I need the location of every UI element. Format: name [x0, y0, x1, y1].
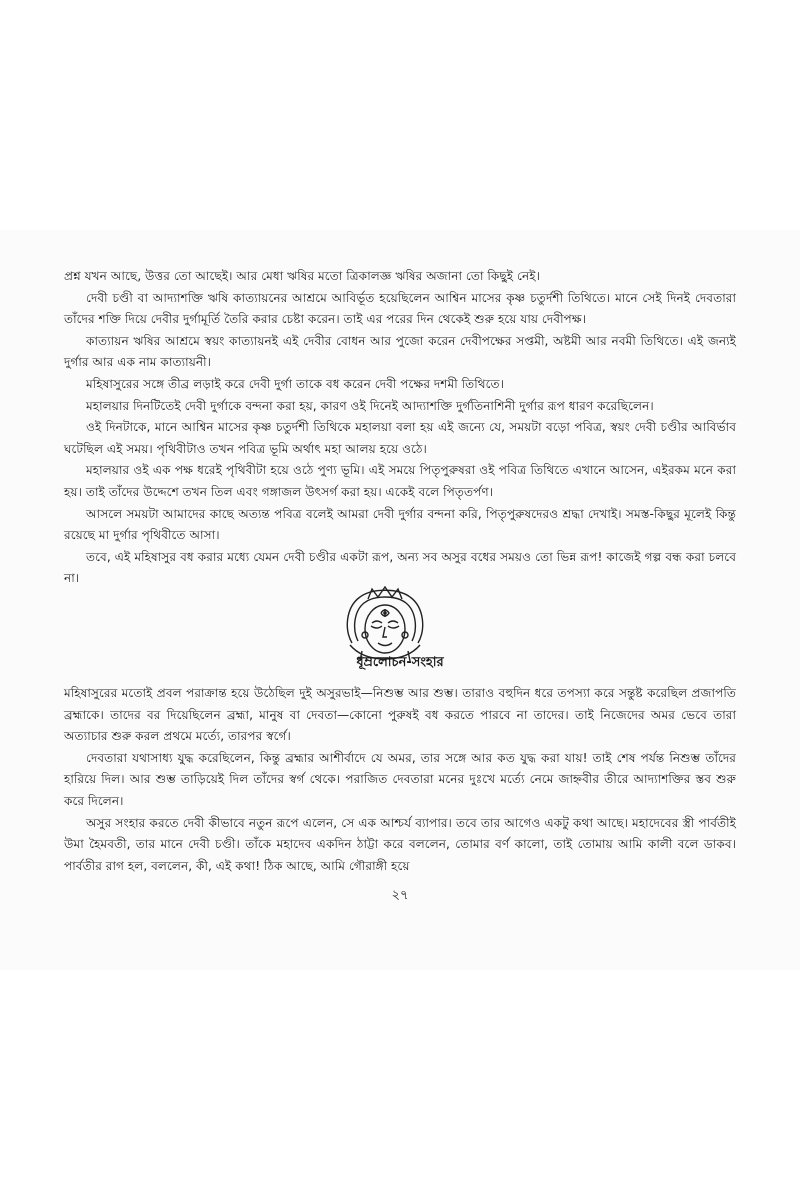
- paragraph: মহিষাসুরের সঙ্গে তীব্র লড়াই করে দেবী দুর্গা তাকে বধ করেন দেবী পক্ষের দশমী তিথিতে।: [86, 376, 505, 391]
- paragraph: ওই দিনটাকে, মানে আশ্বিন মাসের কৃষ্ণ চতুর্দশী তিথিকে মহালয়া বলা হয় এই জন্যে যে, সময়টা বড়ো পবিত্র, স্বয়ং দেবী চণ্ডীর আবির্ভাব ঘটেছিল এই সময়। পৃথিবীটাও তখন পবিত্র ভূমি অর্থাৎ মহা আলয় হয়ে ওঠে।: [64, 420, 736, 456]
- paragraph: প্রশ্ন যখন আছে, উত্তর তো আছেই। আর মেধা ঋষির মতো ত্রিকালজ্ঞ ঋষির অজানা তো কিছুই নেই।: [64, 269, 540, 283]
- paragraph: আসলে সময়টা আমাদের কাছে অত্যন্ত পবিত্র বলেই আমরা দেবী দুর্গার বন্দনা করি, পিতৃপুরুষদেরও শ্রদ্ধা দেখাই। সমস্ত-কিছুর মূলেই কিন্তু রয়েছে মা দুর্গার পৃথিবীতে আসা।: [64, 506, 736, 543]
- paragraph: মহিষাসুরের মতোই প্রবল পরাক্রান্ত হয়ে উঠেছিল দুই অসুরভাই—নিশুম্ভ আর শুম্ভ। তারাও বহুদিন ধরে তপস্যা করে সন্তুষ্ট করেছিল প্রজাপতি ব্রহ্মাকে। তাদের বর দিয়েছিলেন ব্রহ্মা, মানুষ বা দেবতা—কোনো পুরুষই বধ করতে পারবে না তাদের। তাই নিজেদের অমর ভেবে তারা অত্যাচার শুরু করল প্রথমে মর্ত্যে, তারপর স্বর্গে।: [64, 686, 736, 744]
- paragraph: কাত্যায়ন ঋষির আশ্রমে স্বয়ং কাত্যায়নই এই দেবীর বোধন আর পুজো করেন দেবীপক্ষের সপ্তমী, অষ্টমী আর নবমী তিথিতে। এই জন্যই দুর্গার আর এক নাম কাত্যায়নী।: [64, 333, 736, 370]
- goddess-face-icon: [340, 585, 430, 663]
- paragraph: মহালয়ার ওই এক পক্ষ ধরেই পৃথিবীটা হয়ে ওঠে পুণ্য ভূমি। এই সময়ে পিতৃপুরুষরা ওই পবিত্র তিথিতে এখানে আসেন, এইরকম মনে করা হয়। তাই তাঁদের উদ্দেশে তখন তিল এবং গঙ্গাজল উৎসর্গ করা হয়। একেই বলে পিতৃতর্পণ।: [64, 463, 736, 499]
- paragraph: তবে, এই মহিষাসুর বধ করার মধ্যে যেমন দেবী চণ্ডীর একটা রূপ, অন্য সব অসুর বধের সময়ও তো ভিন্ন রূপ! কাজেই গল্প বন্ধ করা চলবে না।: [64, 549, 736, 586]
- paragraph: দেবতারা যথাসাধ্য যুদ্ধ করেছিলেন, কিন্তু ব্রহ্মার আশীর্বাদে যে অমর, তার সঙ্গে আর কত যুদ্ধ করা যায়! তাই শেষ পর্যন্ত নিশুম্ভ তাঁদের হারিয়ে দিল। আর শুম্ভ তাড়িয়েই দিল তাঁদের স্বর্গ থেকে। পরাজিত দেবতারা মনের দুঃখে মর্ত্যে নেমে জাহ্নবীর তীরে আদ্যাশক্তির স্তব শুরু করে দিলেন।: [64, 750, 736, 808]
- text-block-bottom: [64, 683, 736, 877]
- page-number: ২৭: [391, 888, 409, 903]
- paragraph: দেবী চণ্ডী বা আদ্যাশক্তি ঋষি কাত্যায়নের আশ্রমে আবির্ভূত হয়েছিলেন আশ্বিন মাসের কৃষ্ণ চতুর্দশী তিথিতে। মানে সেই দিনই দেবতারা তাঁদের শক্তি দিয়ে দেবীর দুর্গামূর্তি তৈরি করার চেষ্টা করেন। তাই এর পরের দিন থেকেই শুরু হয়ে যায় দেবীপক্ষ।: [64, 290, 736, 327]
- paragraph: মহালয়ার দিনটিতেই দেবী দুর্গাকে বন্দনা করা হয়, কারণ ওই দিনেই আদ্যাশক্তি দুর্গতিনাশিনী দুর্গার রূপ ধারণ করেছিলেন।: [86, 398, 654, 413]
- book-page: [0, 230, 800, 970]
- text-block-top: [64, 266, 736, 590]
- paragraph: অসুর সংহার করতে দেবী কীভাবে নতুন রূপে এলেন, সে এক আশ্চর্য ব্যাপার। তবে তার আগেও একটু কথা আছে। মহাদেবের স্ত্রী পার্বতীই উমা হৈমবতী, তার মানে দেবী চণ্ডী। তাঁকে মহাদেব একদিন ঠাট্টা করে বললেন, তোমার বর্ণ কালো, তাই তোমায় আমি কালী বলে ডাকব। পার্বতীর রাগ হল, বললেন, কী, এই কথা! ঠিক আছে, আমি গৌরাঙ্গী হয়ে: [64, 815, 736, 873]
- section-heading: ধূম্রলোচন-সংহার: [356, 655, 444, 670]
